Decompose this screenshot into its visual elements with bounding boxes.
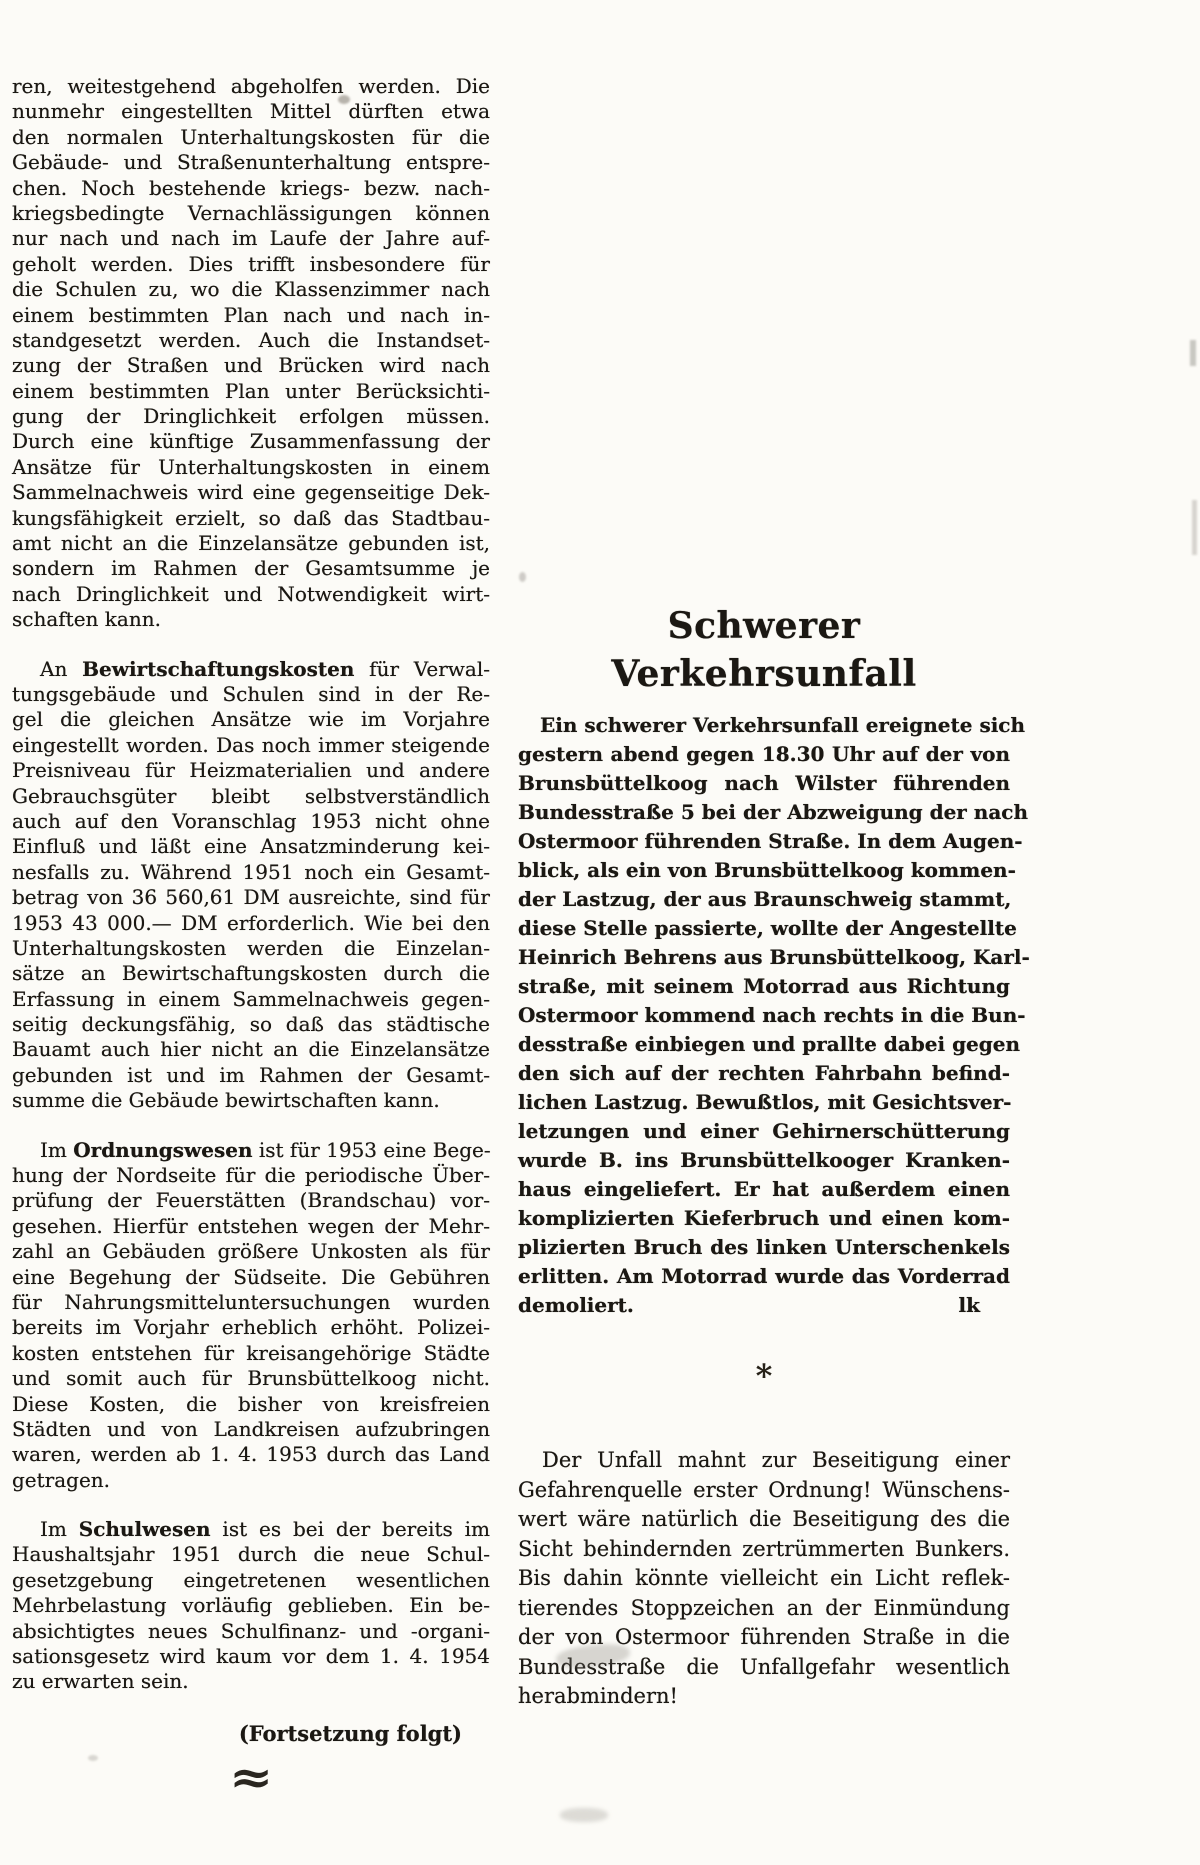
text-run: sätze an Bewirtschaftungskosten durch die: [12, 961, 490, 986]
text-run: standgesetzt werden. Auch die Instandset-: [12, 327, 490, 352]
text-line: [518, 769, 1010, 798]
text-run: zu erwarten sein.: [12, 1669, 189, 1694]
text-line: [518, 740, 1010, 769]
text-line: [12, 1392, 490, 1417]
text-run: diese Stelle passierte, wollte der Angestellte: [518, 916, 1017, 940]
text-line: [12, 733, 490, 758]
text-run: gesetzgebung eingetretenen wesentlichen: [12, 1567, 490, 1592]
keyword-bold: Schulwesen: [78, 1517, 211, 1542]
text-run: Ostermoor führenden Straße. In dem Augen-: [518, 829, 1023, 853]
text-run: nach Dringlichkeit und Notwendigkeit wirt-: [12, 581, 490, 606]
scan-edge-mark: [1190, 340, 1196, 366]
text-run: tierendes Stoppzeichen an der Einmündung: [518, 1595, 1010, 1620]
text-line: [12, 328, 490, 353]
text-run: lichen Lastzug. Bewußtlos, mit Gesichtsver-: [518, 1090, 1012, 1114]
text-run: prüfung der Feuerstätten (Brandschau) vor-: [12, 1188, 490, 1213]
text-line: [12, 987, 490, 1012]
text-run: Bauamt auch hier nicht an die Einzelansätze: [12, 1037, 490, 1062]
text-line: [12, 758, 490, 783]
text-line: [12, 1290, 490, 1315]
text-line: [12, 150, 490, 175]
text-line: [518, 972, 1010, 1001]
text-run: einem bestimmten Plan nach und nach in-: [12, 302, 490, 327]
text-line: [12, 961, 490, 986]
text-line: [12, 582, 490, 607]
text-line: [12, 860, 490, 885]
text-run: herabmindern!: [518, 1684, 678, 1708]
text-run: chen. Noch bestehende kriegs- bezw. nach-: [12, 175, 490, 200]
text-run: plizierten Bruch des linken Unterschenkels: [518, 1235, 1010, 1259]
text-run: kosten entstehen für kreisangehörige Städte: [12, 1340, 490, 1365]
text-line: [12, 404, 490, 429]
text-run: kriegsbedingte Vernachlässigungen können: [12, 200, 490, 225]
text-line: [518, 1535, 1010, 1565]
text-run: zahl an Gebäuden größere Unkosten als für: [12, 1239, 490, 1264]
text-run: An: [40, 656, 83, 681]
text-run: Durch eine künftige Zusammenfassung der: [12, 429, 490, 454]
text-run: demoliert.: [518, 1293, 634, 1317]
text-line: [12, 1214, 490, 1239]
keyword-bold: Bewirtschaftungskosten: [82, 656, 355, 681]
text-run: geholt werden. Dies trifft insbesondere für: [12, 251, 490, 276]
text-line: [12, 1417, 490, 1442]
text-run: eingestellt worden. Das noch immer steigende: [12, 732, 490, 757]
text-line: [518, 856, 1016, 885]
text-line: [12, 277, 490, 302]
text-run: für Nahrungsmitteluntersuchungen wurden: [12, 1289, 490, 1314]
text-line: [12, 226, 490, 251]
text-run: Sicht behindernden zertrümmerten Bunkers.: [518, 1536, 1010, 1561]
text-run: der von Ostermoor führenden Straße in die: [518, 1625, 1010, 1649]
text-line: [12, 531, 490, 556]
text-run: Unterhaltungskosten werden die Einzelan-: [12, 935, 490, 960]
text-run: einem bestimmten Plan unter Berücksichti-: [12, 378, 490, 403]
left-column-paragraphs: [12, 74, 490, 1695]
continuation-note: (Fortsetzung folgt): [238, 1720, 462, 1746]
text-line: [518, 1476, 1010, 1506]
text-run: waren, werden ab 1. 4. 1953 durch das Land: [12, 1442, 490, 1467]
text-run: Einfluß und läßt eine Ansatzminderung kei-: [12, 834, 490, 859]
text-run: gebunden ist und im Rahmen der Gesamt-: [12, 1062, 490, 1087]
text-line: [12, 1315, 490, 1340]
text-line: [12, 682, 490, 707]
text-run: gel die gleichen Ansätze wie im Vorjahre: [12, 707, 490, 732]
text-line: [518, 1204, 1010, 1233]
keyword-bold: Ordnungswesen: [73, 1137, 253, 1162]
text-run: seitig deckungsfähig, so daß das städtische: [12, 1012, 490, 1037]
text-line: [12, 657, 490, 682]
text-run: für Verwal-: [354, 656, 490, 681]
text-line: [12, 834, 490, 859]
text-run: gung der Dringlichkeit erfolgen müssen.: [12, 404, 490, 429]
scan-smudge: [560, 1808, 608, 1822]
text-line: [12, 911, 490, 936]
text-line: [518, 943, 1030, 972]
text-line: [12, 1644, 490, 1669]
text-line: [12, 353, 490, 378]
paragraph: [518, 1446, 1010, 1712]
text-line: [12, 1669, 490, 1694]
article-lead-paragraph: [518, 711, 1030, 1320]
text-run: Erfassung in einem Sammelnachweis gegen-: [12, 986, 490, 1011]
text-line: [12, 455, 490, 480]
text-run: summe die Gebäude bewirtschaften kann.: [12, 1088, 440, 1113]
text-run: kungsfähigkeit erzielt, so daß das Stadtbau-: [12, 505, 490, 530]
text-run: Bundesstraße 5 bei der Abzweigung der nach: [518, 800, 1029, 824]
text-line: [12, 1593, 490, 1618]
text-run: Gebäude- und Straßenunterhaltung entspre-: [12, 150, 490, 175]
text-line: [12, 1517, 490, 1542]
text-line: [12, 99, 490, 124]
text-run: Preisniveau für Heizmaterialien und andere: [12, 758, 490, 783]
text-line: [12, 885, 490, 910]
text-line: [12, 1366, 490, 1391]
right-column: [518, 0, 1030, 1712]
text-run: hung der Nordseite für die periodische Über-: [12, 1163, 490, 1188]
text-line: [12, 1239, 490, 1264]
text-run: Gefahrenquelle erster Ordnung! Wünschens-: [518, 1477, 1010, 1502]
text-line: [518, 1446, 1010, 1476]
text-line: [518, 914, 1017, 943]
text-line: [518, 1291, 1010, 1320]
text-run: sationsgesetz wird kaum vor dem 1. 4. 1954: [12, 1644, 490, 1669]
text-line: [518, 1059, 1010, 1088]
text-line: [12, 556, 490, 581]
text-line: [518, 1233, 1010, 1262]
text-line: [518, 1262, 1010, 1291]
text-line: [12, 1012, 490, 1037]
text-run: Im: [40, 1517, 79, 1542]
text-run: eine Begehung der Südseite. Die Gebühren: [12, 1264, 490, 1289]
text-run: Bis dahin könnte vielleicht ein Licht reflek-: [518, 1566, 1010, 1590]
text-line: [12, 1063, 490, 1088]
text-line: [12, 201, 490, 226]
squiggle-glyph: ≈: [228, 1749, 274, 1804]
text-line: [12, 74, 490, 99]
text-run: gestern abend gegen 18.30 Uhr auf der von: [518, 742, 1010, 766]
article-headline: Schwerer Verkehrsunfall: [611, 605, 917, 695]
text-run: bereits im Vorjahr erheblich erhöht. Polizei-: [12, 1315, 490, 1340]
text-line: [518, 1653, 1010, 1683]
text-run: die Schulen zu, wo die Klassenzimmer nach: [12, 277, 490, 302]
text-run: erlitten. Am Motorrad wurde das Vorderrad: [518, 1264, 1010, 1288]
text-run: auch auf den Voranschlag 1953 nicht ohne: [12, 808, 490, 833]
text-run: desstraße einbiegen und prallte dabei gegen: [518, 1032, 1021, 1056]
text-run: ren, weitestgehend abgeholfen werden. Die: [12, 74, 490, 98]
text-run: komplizierten Kieferbruch und einen kom-: [518, 1206, 1010, 1230]
text-run: Diese Kosten, die bisher von kreisfreien: [12, 1391, 490, 1416]
text-line: [518, 1505, 1010, 1535]
text-run: Sammelnachweis wird eine gegenseitige Dek-: [12, 480, 490, 505]
text-run: ist für 1953 eine Bege-: [252, 1137, 491, 1162]
text-line: [12, 176, 490, 201]
text-line: [518, 1175, 1010, 1204]
text-run: Haushaltsjahr 1951 durch die neue Schul-: [12, 1542, 490, 1567]
text-run: Im: [40, 1137, 74, 1162]
text-run: wert wäre natürlich die Beseitigung des die: [518, 1507, 1010, 1531]
text-run: den normalen Unterhaltungskosten für die: [12, 124, 490, 149]
text-line: [12, 707, 490, 732]
text-run: nur nach und nach im Laufe der Jahre auf-: [12, 226, 490, 251]
text-run: Bundesstraße die Unfallgefahr wesentlich: [518, 1654, 1010, 1679]
text-line: [12, 1619, 490, 1644]
text-line: [518, 1682, 1010, 1712]
text-run: der Lastzug, der aus Braunschweig stammt,: [518, 887, 1012, 911]
text-line: [518, 827, 1023, 856]
text-run: Ansätze für Unterhaltungskosten in einem: [12, 454, 490, 479]
text-line: [518, 1623, 1010, 1653]
text-run: nesfalls zu. Während 1951 noch ein Gesamt-: [12, 859, 490, 884]
text-run: haus eingeliefert. Er hat außerdem einen: [518, 1177, 1010, 1201]
text-run: Städten und von Landkreisen aufzubringen: [12, 1416, 490, 1441]
text-line: [12, 1341, 490, 1366]
paragraph: [12, 657, 490, 1114]
text-line: [12, 1442, 490, 1467]
text-line: [518, 1146, 1010, 1175]
text-line: [518, 1564, 1010, 1594]
text-line: [12, 480, 490, 505]
text-line: [12, 1138, 490, 1163]
author-initials: lk: [958, 1293, 980, 1317]
scan-edge-mark: [1192, 500, 1197, 555]
text-run: Ostermoor kommend nach rechts in die Bun-: [518, 1003, 1026, 1027]
text-run: letzungen und einer Gehirnerschütterung: [518, 1119, 1010, 1143]
text-run: blick, als ein von Brunsbüttelkoog kommen-: [518, 858, 1016, 882]
text-run: wurde B. ins Brunsbüttelkooger Kranken-: [518, 1148, 1010, 1172]
text-run: ist es bei der bereits im: [210, 1517, 490, 1542]
text-line: [12, 1163, 490, 1188]
text-line: [12, 125, 490, 150]
paragraph: [12, 1138, 490, 1493]
text-run: und somit auch für Brunsbüttelkoog nicht.: [12, 1366, 490, 1391]
paragraph: [518, 711, 1030, 1320]
text-run: sondern im Rahmen der Gesamtsumme je: [12, 556, 490, 581]
text-run: betrag von 36 560,61 DM ausreichte, sind für: [12, 885, 490, 910]
text-line: [518, 1117, 1010, 1146]
text-run: den sich auf der rechten Fahrbahn befind-: [518, 1061, 1010, 1085]
paragraph: [12, 1517, 490, 1695]
text-line: [12, 1265, 490, 1290]
text-line: [518, 885, 1010, 914]
text-line: [518, 1001, 1026, 1030]
text-line: [518, 1594, 1010, 1624]
text-run: zung der Straßen und Brücken wird nach: [12, 353, 490, 378]
text-run: Heinrich Behrens aus Brunsbüttelkoog, Karl-: [518, 945, 1030, 969]
text-line: [12, 1542, 490, 1567]
text-run: Mehrbelastung vorläufig geblieben. Ein be-: [12, 1593, 490, 1618]
text-line: [518, 1088, 1010, 1117]
text-line: [12, 607, 490, 632]
text-line: [12, 1468, 490, 1493]
text-line: [12, 1037, 490, 1062]
text-run: absichtigtes neues Schulfinanz- und -organi-: [12, 1618, 490, 1643]
article-comment-paragraph: [518, 1446, 1010, 1712]
text-run: schaften kann.: [12, 607, 161, 632]
text-line: [12, 379, 490, 404]
text-run: gesehen. Hierfür entstehen wegen der Mehr-: [12, 1213, 490, 1238]
text-line: [12, 303, 490, 328]
text-run: 1953 43 000.— DM erforderlich. Wie bei den: [12, 910, 490, 935]
text-line: [12, 1188, 490, 1213]
text-run: tungsgebäude und Schulen sind in der Re-: [12, 681, 490, 706]
text-line: [518, 711, 1026, 740]
text-run: amt nicht an die Einzelansätze gebunden ist,: [12, 531, 490, 556]
text-line: [12, 1568, 490, 1593]
text-run: straße, mit seinem Motorrad aus Richtung: [518, 974, 1010, 998]
section-end-squiggle-icon: [0, 1749, 526, 1804]
text-line: [518, 798, 1029, 827]
text-line: [12, 252, 490, 277]
text-run: Ein schwerer Verkehrsunfall ereignete sich: [540, 713, 1026, 737]
text-run: Brunsbüttelkoog nach Wilster führenden: [518, 771, 1010, 795]
paragraph: [12, 74, 490, 633]
left-column: [12, 74, 491, 1804]
text-line: [12, 429, 490, 454]
text-run: nunmehr eingestellten Mittel dürften etwa: [12, 99, 490, 124]
text-line: [12, 1088, 490, 1113]
star-divider-icon: *: [755, 1357, 773, 1395]
text-line: [12, 784, 490, 809]
text-line: [12, 506, 490, 531]
text-line: [12, 809, 490, 834]
text-run: getragen.: [12, 1467, 111, 1492]
text-line: [12, 936, 490, 961]
text-line: [518, 1030, 1021, 1059]
text-run: Gebrauchsgüter bleibt selbstverständlich: [12, 783, 490, 808]
text-run: Der Unfall mahnt zur Beseitigung einer: [542, 1448, 1010, 1472]
